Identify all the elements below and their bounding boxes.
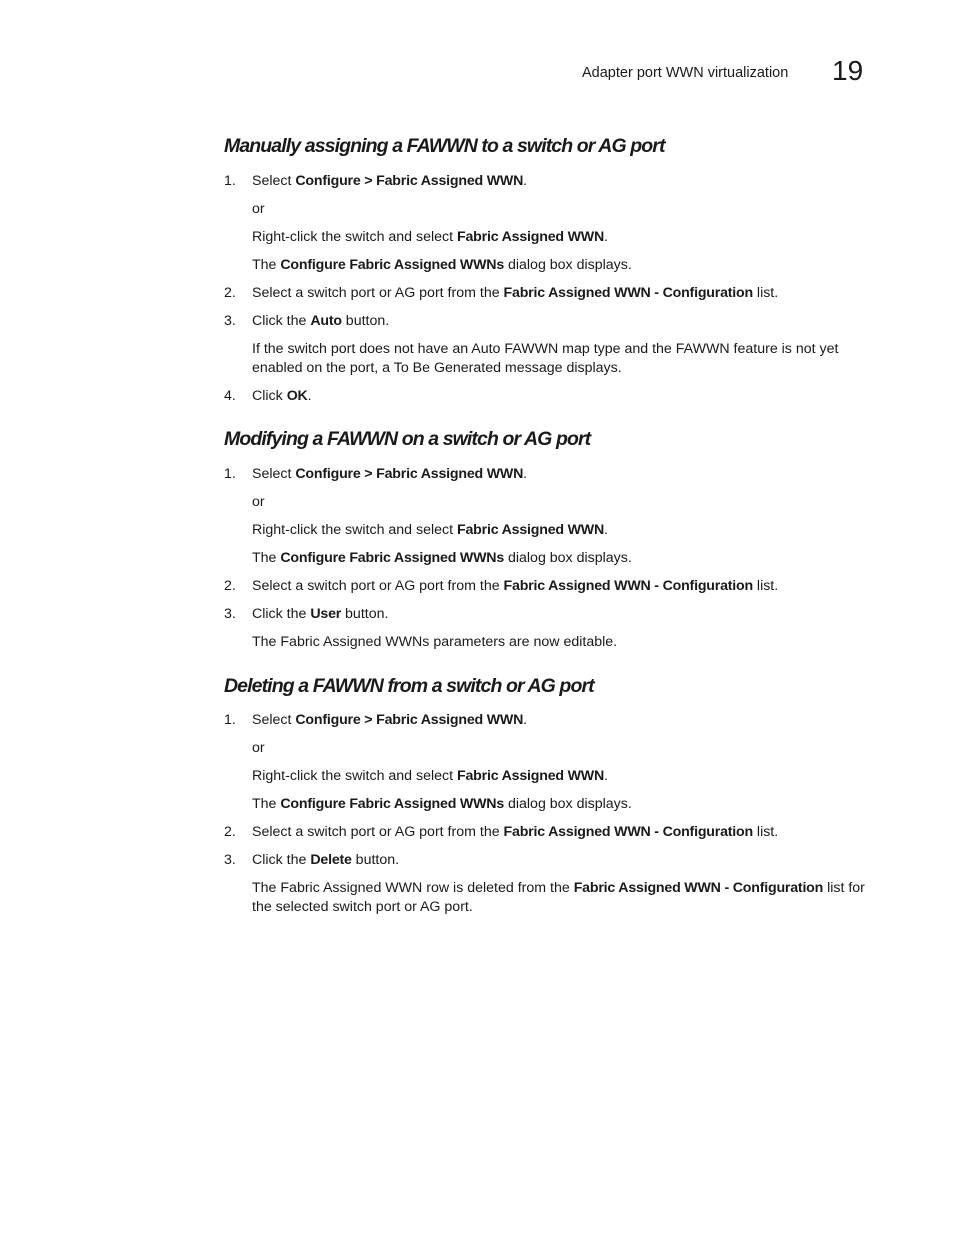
chapter-number: 19 (832, 55, 864, 86)
step-number: 3. (224, 606, 236, 622)
step-3: 3. Click the Auto button. (224, 313, 390, 329)
step-3: 3. Click the Delete button. (224, 852, 400, 868)
section-title-deleting: Deleting a FAWWN from a switch or AG port (224, 675, 594, 697)
dialog-displays-text: The Configure Fabric Assigned WWNs dialog box displays. (252, 796, 632, 812)
auto-button-label: Auto (310, 313, 342, 329)
or-text: or (252, 494, 265, 510)
step-number: 1. (224, 173, 236, 189)
page-header (0, 56, 954, 90)
section-title-manually-assigning: Manually assigning a FAWWN to a switch or AG port (224, 135, 665, 157)
editable-note: The Fabric Assigned WWNs parameters are now editable. (252, 634, 618, 650)
dialog-displays-text: The Configure Fabric Assigned WWNs dialog box displays. (252, 550, 632, 566)
ok-button-label: OK (286, 388, 308, 404)
running-header-title: Adapter port WWN virtualization (582, 65, 789, 81)
step-1: 1. Select Configure > Fabric Assigned WWN. (224, 466, 528, 482)
step-2: 2. Select a switch port or AG port from the Fabric Assigned WWN - Configuration list. (224, 824, 779, 840)
step-1: 1. Select Configure > Fabric Assigned WWN. (224, 173, 528, 189)
right-click-instruction: Right-click the switch and select Fabric Assigned WWN. (252, 229, 608, 245)
step-number: 1. (224, 466, 236, 482)
dialog-displays-text: The Configure Fabric Assigned WWNs dialog box displays. (252, 257, 632, 273)
step-1: 1. Select Configure > Fabric Assigned WWN. (224, 712, 528, 728)
auto-note: If the switch port does not have an Auto FAWWN map type and the FAWWN feature is not yet enabled on the port, a To Be Generated message displays. (252, 341, 839, 376)
step-4: 4. Click OK. (224, 388, 312, 404)
step-number: 2. (224, 578, 236, 594)
delete-note: The Fabric Assigned WWN row is deleted from the Fabric Assigned WWN - Configuration list for the selected switch port or AG port. (252, 880, 865, 915)
step-number: 4. (224, 388, 236, 404)
menu-path: Configure > Fabric Assigned WWN (295, 466, 524, 482)
section-title-modifying: Modifying a FAWWN on a switch or AG port (224, 428, 591, 450)
or-text: or (252, 740, 265, 756)
menu-path: Configure > Fabric Assigned WWN (295, 712, 524, 728)
right-click-instruction: Right-click the switch and select Fabric Assigned WWN. (252, 522, 608, 538)
delete-button-label: Delete (310, 852, 352, 868)
step-number: 2. (224, 824, 236, 840)
step-2: 2. Select a switch port or AG port from the Fabric Assigned WWN - Configuration list. (224, 578, 779, 594)
step-number: 1. (224, 712, 236, 728)
right-click-instruction: Right-click the switch and select Fabric Assigned WWN. (252, 768, 608, 784)
step-number: 2. (224, 285, 236, 301)
user-button-label: User (310, 606, 342, 622)
menu-path: Configure > Fabric Assigned WWN (295, 173, 524, 189)
step-2: 2. Select a switch port or AG port from the Fabric Assigned WWN - Configuration list. (224, 285, 779, 301)
step-number: 3. (224, 852, 236, 868)
step-3: 3. Click the User button. (224, 606, 389, 622)
step-number: 3. (224, 313, 236, 329)
or-text: or (252, 201, 265, 217)
